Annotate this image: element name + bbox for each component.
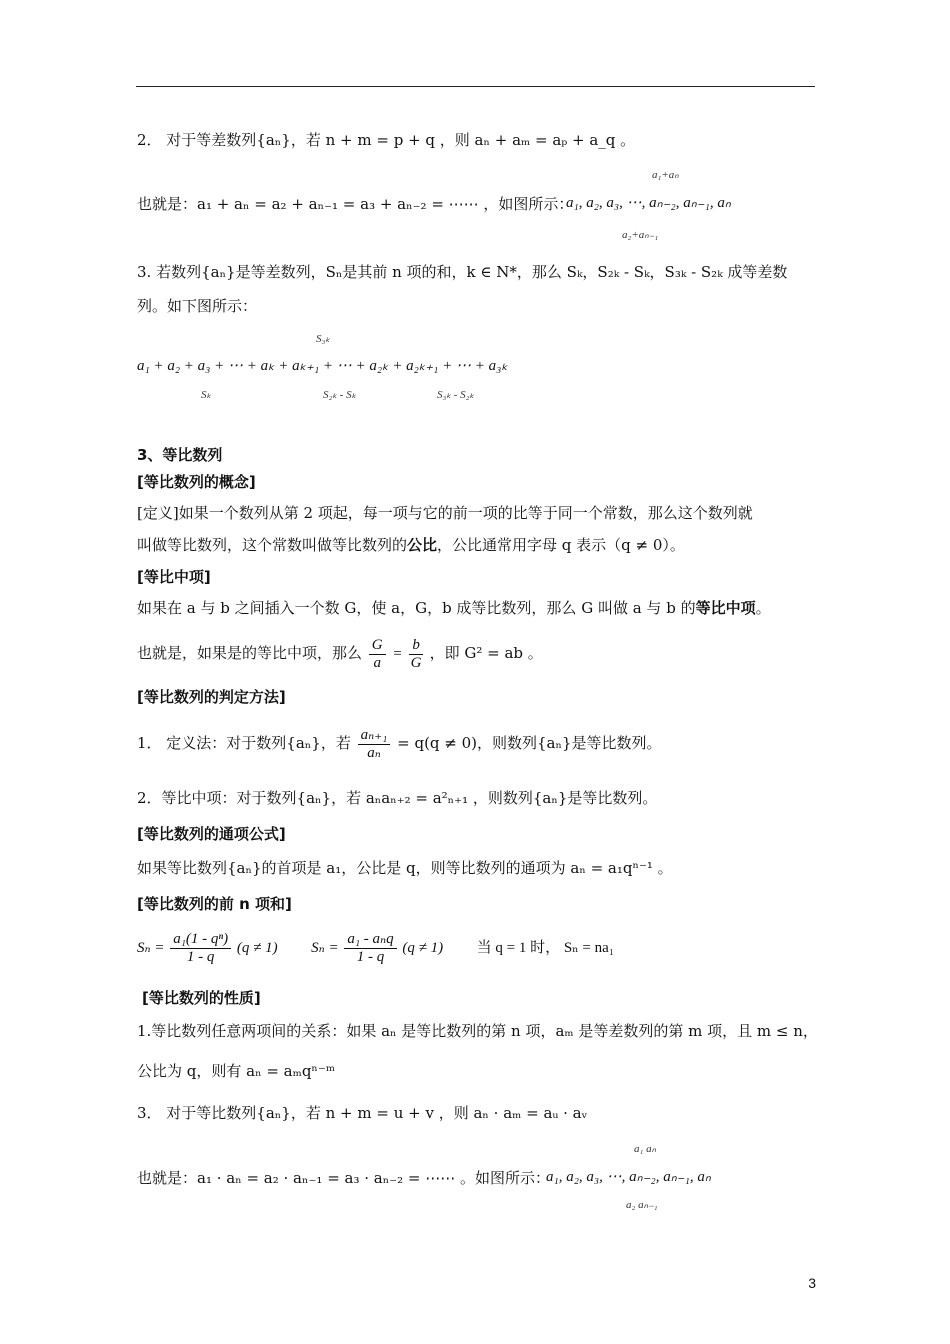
property-1-line1: 1.等比数列任意两项间的关系：如果 aₙ 是等比数列的第 n 项，aₘ 是等差数列的第 m 项，且 m ≤ n， — [137, 1022, 818, 1040]
arith-pair-top-label: a₁+aₙ — [652, 169, 679, 181]
definition-line2: 叫做等比数列，这个常数叫做等比数列的公比，公比通常用字母 q 表示（q ≠ 0）。 — [137, 536, 685, 554]
arith-partial-sums-line1: 3. 若数列{aₙ}是等差数列，Sₙ是其前 n 项的和，k ∈ N*，那么 Sₖ，S₂ₖ - Sₖ，S₃ₖ - S₂ₖ 成等差数 — [137, 263, 788, 281]
page-number: 3 — [808, 1275, 816, 1291]
heading-judgement: [等比数列的判定方法] — [137, 688, 286, 706]
geo-sequence: a₁, a₂, a₃, ⋯, aₙ₋₂, aₙ₋₁, aₙ — [546, 1169, 711, 1185]
definition-line1: [定义]如果一个数列从第 2 项起，每一项与它的前一项的比等于同一个常数，那么这个数列就 — [137, 504, 753, 522]
heading-properties: [等比数列的性质] — [142, 989, 261, 1007]
heading-geometric-mean: [等比中项] — [137, 568, 211, 586]
judgement-definition-method: 1． 定义法：对于数列{aₙ}，若 $\frac{\text{aₙ₊₁}}{\text{aₙ}}$ = q(q ≠ 0)，则数列{aₙ}是等比数列。 — [137, 726, 662, 761]
geo-example-line: 也就是：a₁ · aₙ = a₂ · aₙ₋₁ = a₃ · aₙ₋₂ = ⋯⋯ 。如图所示： — [137, 1169, 551, 1187]
geo-pair-bottom-label: a₂ aₙ₋₁ — [626, 1199, 658, 1211]
arith-pair-bottom-label: a₂+aₙ₋₁ — [622, 229, 659, 241]
section-heading-geometric: 3、等比数列 — [137, 446, 223, 464]
label-s2k-minus-sk: S₂ₖ - Sₖ — [323, 389, 357, 401]
heading-concept: [等比数列的概念] — [137, 473, 256, 491]
label-s3k: S₃ₖ — [316, 333, 331, 345]
geometric-mean-formula: 也就是，如果是的等比中项，那么 $\frac{G}{a}$ = $\frac{b}{G}$ ，即 G² = ab 。 — [137, 636, 543, 671]
geometric-mean-definition: 如果在 a 与 b 之间插入一个数 G，使 a，G，b 成等比数列，那么 G 叫做 a 与 b 的等比中项。 — [137, 599, 771, 617]
header-rule — [136, 86, 815, 87]
heading-general-term: [等比数列的通项公式] — [137, 825, 286, 843]
property-3: 3． 对于等比数列{aₙ}，若 n + m = u + v ，则 aₙ · aₘ = aᵤ · aᵥ — [137, 1104, 588, 1122]
label-s3k-minus-s2k: S₃ₖ - S₂ₖ — [437, 389, 475, 401]
geo-pair-top-label: a₁ aₙ — [634, 1143, 656, 1155]
partial-sum-sequence: a₁ + a₂ + a₃ + ⋯ + aₖ + aₖ₊₁ + ⋯ + a₂ₖ + a₂ₖ₊₁ + ⋯ + a₃ₖ — [137, 358, 508, 374]
arith-sequence: a₁, a₂, a₃, ⋯, aₙ₋₂, aₙ₋₁, aₙ — [566, 195, 731, 211]
general-term-formula: 如果等比数列{aₙ}的首项是 a₁，公比是 q，则等比数列的通项为 aₙ = a₁qⁿ⁻¹ 。 — [137, 859, 673, 877]
sum-formulas: Sₙ = $\frac{\text{a₁(1 - qⁿ)}}{1 - q}$ (q ≠ 1) Sₙ = $\frac{\text{a₁ - aₙq}}{1 - q}$ (q ≠ 1) 当 q = 1 时， Sₙ = na₁ — [137, 931, 614, 966]
arith-example-line: 也就是：a₁ + aₙ = a₂ + aₙ₋₁ = a₃ + aₙ₋₂ = ⋯⋯ ，如图所示： — [137, 195, 574, 213]
label-sk: Sₖ — [201, 389, 212, 401]
heading-sum: [等比数列的前 n 项和] — [137, 895, 292, 913]
arith-partial-sums-line2: 列。如下图所示： — [137, 297, 258, 315]
property-1-line2: 公比为 q，则有 aₙ = aₘqⁿ⁻ᵐ — [137, 1062, 336, 1080]
judgement-mean-method: 2．等比中项：对于数列{aₙ}，若 aₙaₙ₊₂ = a²ₙ₊₁ ，则数列{aₙ}是等比数列。 — [137, 789, 658, 807]
arith-property-2: 2． 对于等差数列{aₙ}，若 n + m = p + q ，则 aₙ + aₘ = aₚ + a_q 。 — [137, 131, 636, 149]
